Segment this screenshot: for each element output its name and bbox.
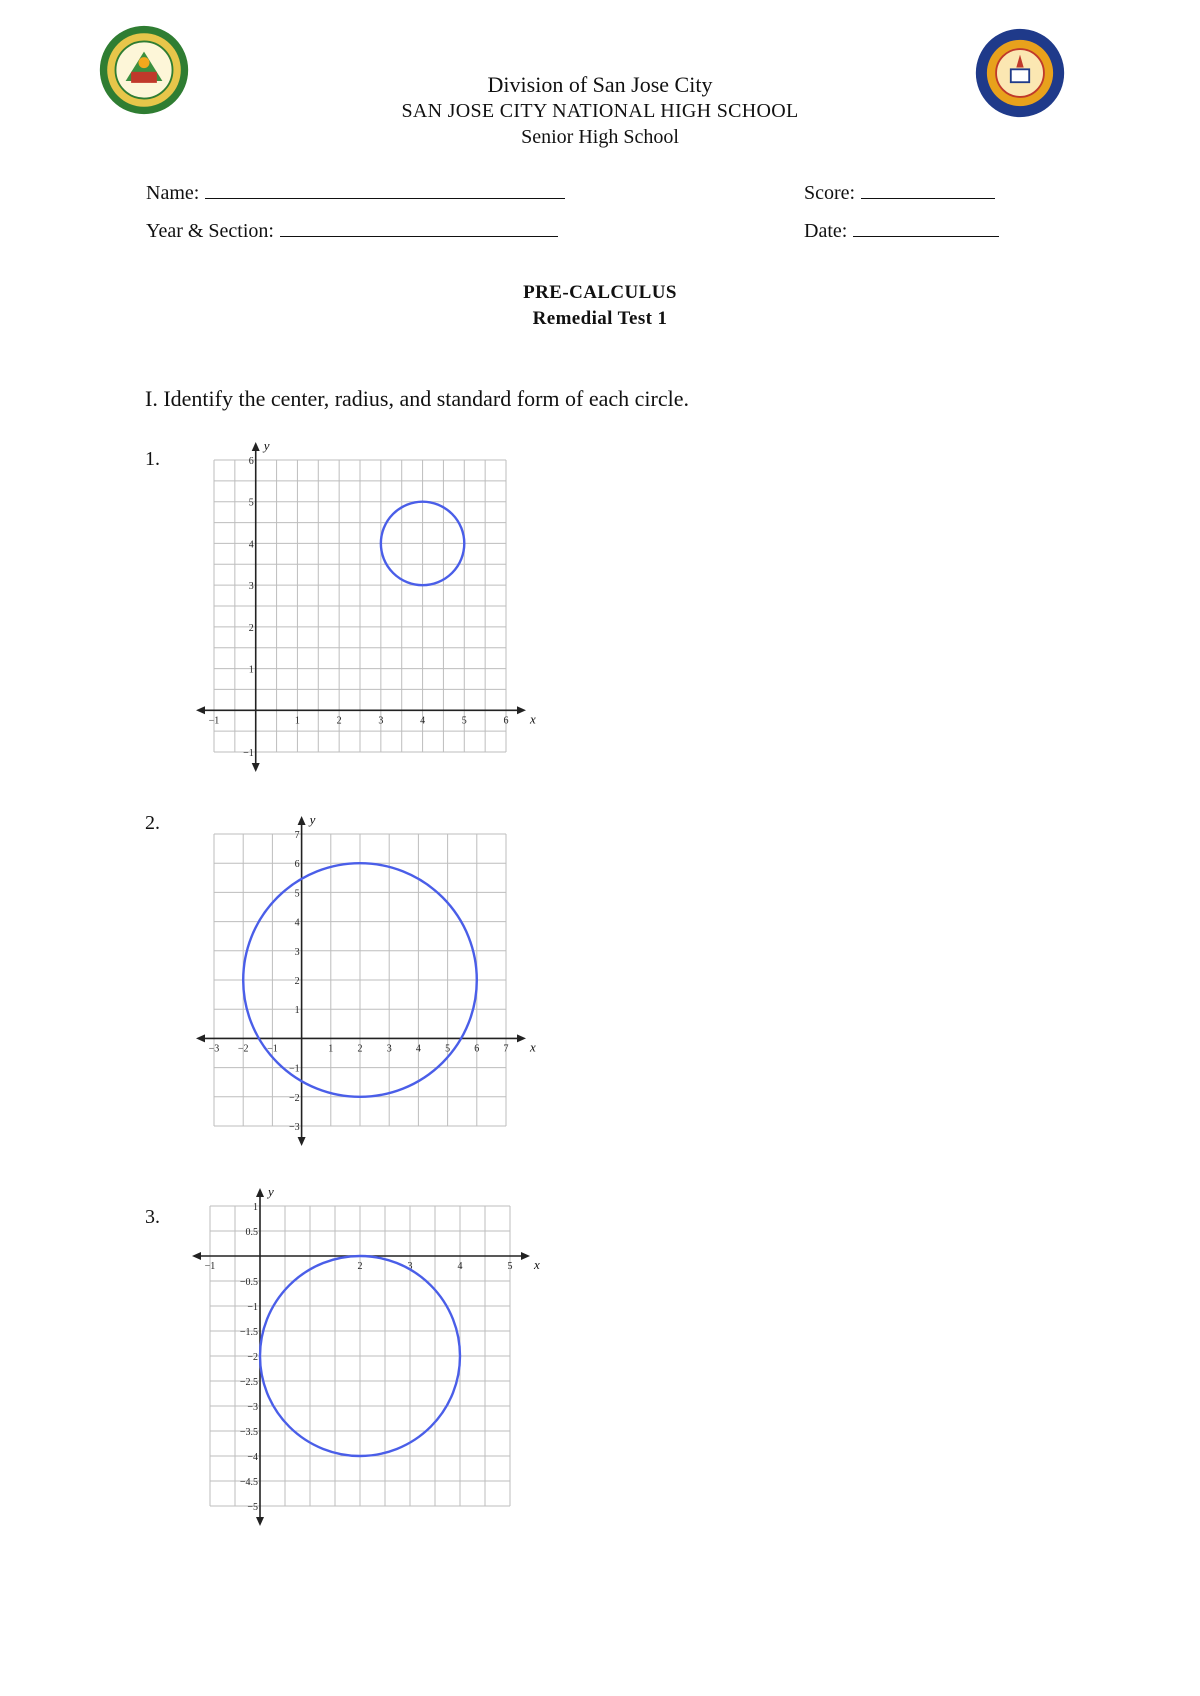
- y-tick-label: 3: [294, 946, 300, 958]
- x-tick-label: 5: [507, 1261, 513, 1272]
- y-tick-label: 5: [294, 888, 300, 900]
- y-tick-label: 1: [248, 664, 254, 676]
- x-tick-label: −1: [208, 715, 220, 727]
- x-axis-arrow-left: [196, 706, 205, 714]
- graph-svg-3: [190, 1182, 540, 1522]
- y-tick-label: −5: [247, 1502, 258, 1513]
- y-axis-arrow-down: [252, 763, 260, 772]
- test-name: Remedial Test 1: [532, 308, 668, 329]
- question-number-2: 2.: [145, 812, 160, 834]
- y-tick-label: −3: [247, 1402, 258, 1413]
- name-blank[interactable]: [205, 180, 565, 199]
- year-section-label: Year & Section:: [146, 220, 274, 242]
- x-tick-label: −2: [237, 1043, 249, 1055]
- y-tick-label: −2: [247, 1352, 258, 1363]
- y-tick-label: −2.5: [239, 1377, 258, 1388]
- score-field[interactable]: [804, 180, 995, 205]
- school-level: Senior High School: [521, 126, 679, 148]
- x-tick-label: −1: [204, 1261, 216, 1272]
- school-header: [0, 72, 1200, 150]
- y-tick-label: 4: [294, 917, 300, 929]
- y-tick-label: 7: [294, 830, 300, 841]
- x-tick-label: −3: [208, 1043, 220, 1055]
- y-tick-label: 2: [248, 622, 254, 634]
- y-tick-label: 6: [248, 456, 254, 467]
- y-tick-label: 2: [294, 976, 300, 987]
- x-axis-arrow-left: [196, 1034, 205, 1042]
- y-tick-label: −1.5: [239, 1327, 258, 1338]
- circle-graph-2: [190, 810, 536, 1146]
- y-axis-arrow-up: [256, 1188, 264, 1197]
- x-tick-label: −1: [267, 1043, 278, 1055]
- x-axis-arrow-left: [192, 1252, 201, 1260]
- year-section-blank[interactable]: [280, 218, 558, 237]
- subject-title: PRE-CALCULUS: [523, 282, 677, 303]
- circle-graph-1: [190, 436, 536, 772]
- x-tick-label: 4: [415, 1043, 421, 1055]
- x-tick-label: 6: [474, 1043, 480, 1055]
- x-tick-label: 1: [328, 1043, 334, 1055]
- question-number-1: 1.: [145, 448, 160, 470]
- y-tick-label: 4: [248, 539, 254, 551]
- question-number-3: 3.: [145, 1206, 160, 1228]
- y-tick-label: −1: [247, 1302, 258, 1313]
- instruction-text: I. Identify the center, radius, and standard form of each circle.: [145, 386, 689, 411]
- date-label: Date:: [804, 220, 848, 242]
- x-tick-label: 7: [503, 1043, 509, 1055]
- y-tick-label: −1: [288, 1063, 300, 1075]
- school-name: SAN JOSE CITY NATIONAL HIGH SCHOOL: [401, 100, 799, 122]
- y-axis-arrow-up: [252, 442, 260, 451]
- y-tick-label: −4.5: [239, 1477, 258, 1488]
- y-tick-label: 0.5: [245, 1227, 258, 1238]
- x-tick-label: 3: [407, 1261, 413, 1272]
- circle-graph-3: [190, 1182, 540, 1522]
- x-tick-label: 1: [294, 715, 300, 727]
- x-tick-label: 2: [336, 715, 342, 727]
- score-blank[interactable]: [861, 180, 995, 199]
- x-tick-label: 3: [386, 1043, 392, 1055]
- x-tick-label: 5: [445, 1043, 451, 1055]
- name-label: Name:: [146, 182, 200, 204]
- y-tick-label: −2: [288, 1092, 300, 1104]
- y-tick-label: 1: [294, 1005, 300, 1017]
- x-axis-arrow-right: [521, 1252, 530, 1260]
- x-tick-label: 6: [503, 715, 509, 727]
- x-tick-label: 4: [420, 715, 426, 727]
- x-axis-arrow-right: [517, 706, 526, 714]
- y-tick-label: −3: [288, 1122, 300, 1133]
- x-tick-label: 5: [461, 715, 467, 727]
- y-axis-label: y: [268, 1184, 274, 1199]
- graph-svg-1: [190, 436, 536, 772]
- y-axis-arrow-down: [298, 1137, 306, 1146]
- y-axis-arrow-down: [256, 1517, 264, 1526]
- x-tick-label: 2: [357, 1043, 363, 1055]
- grid: [214, 834, 506, 1126]
- y-tick-label: 6: [294, 859, 300, 871]
- y-axis-arrow-up: [298, 816, 306, 825]
- axes: [196, 442, 526, 772]
- y-axis-label: y: [263, 438, 270, 453]
- x-tick-label: 3: [378, 715, 384, 727]
- x-axis-arrow-right: [517, 1034, 526, 1042]
- x-axis-label: x: [534, 1257, 540, 1272]
- y-tick-label: 3: [248, 581, 254, 593]
- grid: [214, 460, 506, 752]
- x-tick-label: 2: [357, 1261, 363, 1272]
- y-tick-label: 1: [253, 1202, 258, 1213]
- y-axis-label: y: [309, 812, 316, 827]
- name-field[interactable]: [146, 180, 565, 205]
- y-tick-label: −4: [247, 1452, 258, 1463]
- axes: [192, 1188, 530, 1526]
- y-tick-label: 5: [248, 497, 254, 509]
- date-blank[interactable]: [853, 218, 999, 237]
- score-label: Score:: [804, 182, 856, 204]
- year-section-field[interactable]: [146, 218, 558, 243]
- graph-svg-2: [190, 810, 536, 1146]
- x-tick-label: 4: [457, 1261, 463, 1272]
- y-tick-label: −3.5: [239, 1427, 258, 1438]
- test-title: [0, 280, 1200, 332]
- y-tick-label: −0.5: [239, 1277, 258, 1288]
- x-axis-label: x: [530, 1039, 536, 1055]
- y-tick-label: −1: [243, 748, 254, 759]
- date-field[interactable]: [804, 218, 999, 243]
- division-name: Division of San Jose City: [487, 72, 713, 97]
- x-axis-label: x: [530, 711, 536, 727]
